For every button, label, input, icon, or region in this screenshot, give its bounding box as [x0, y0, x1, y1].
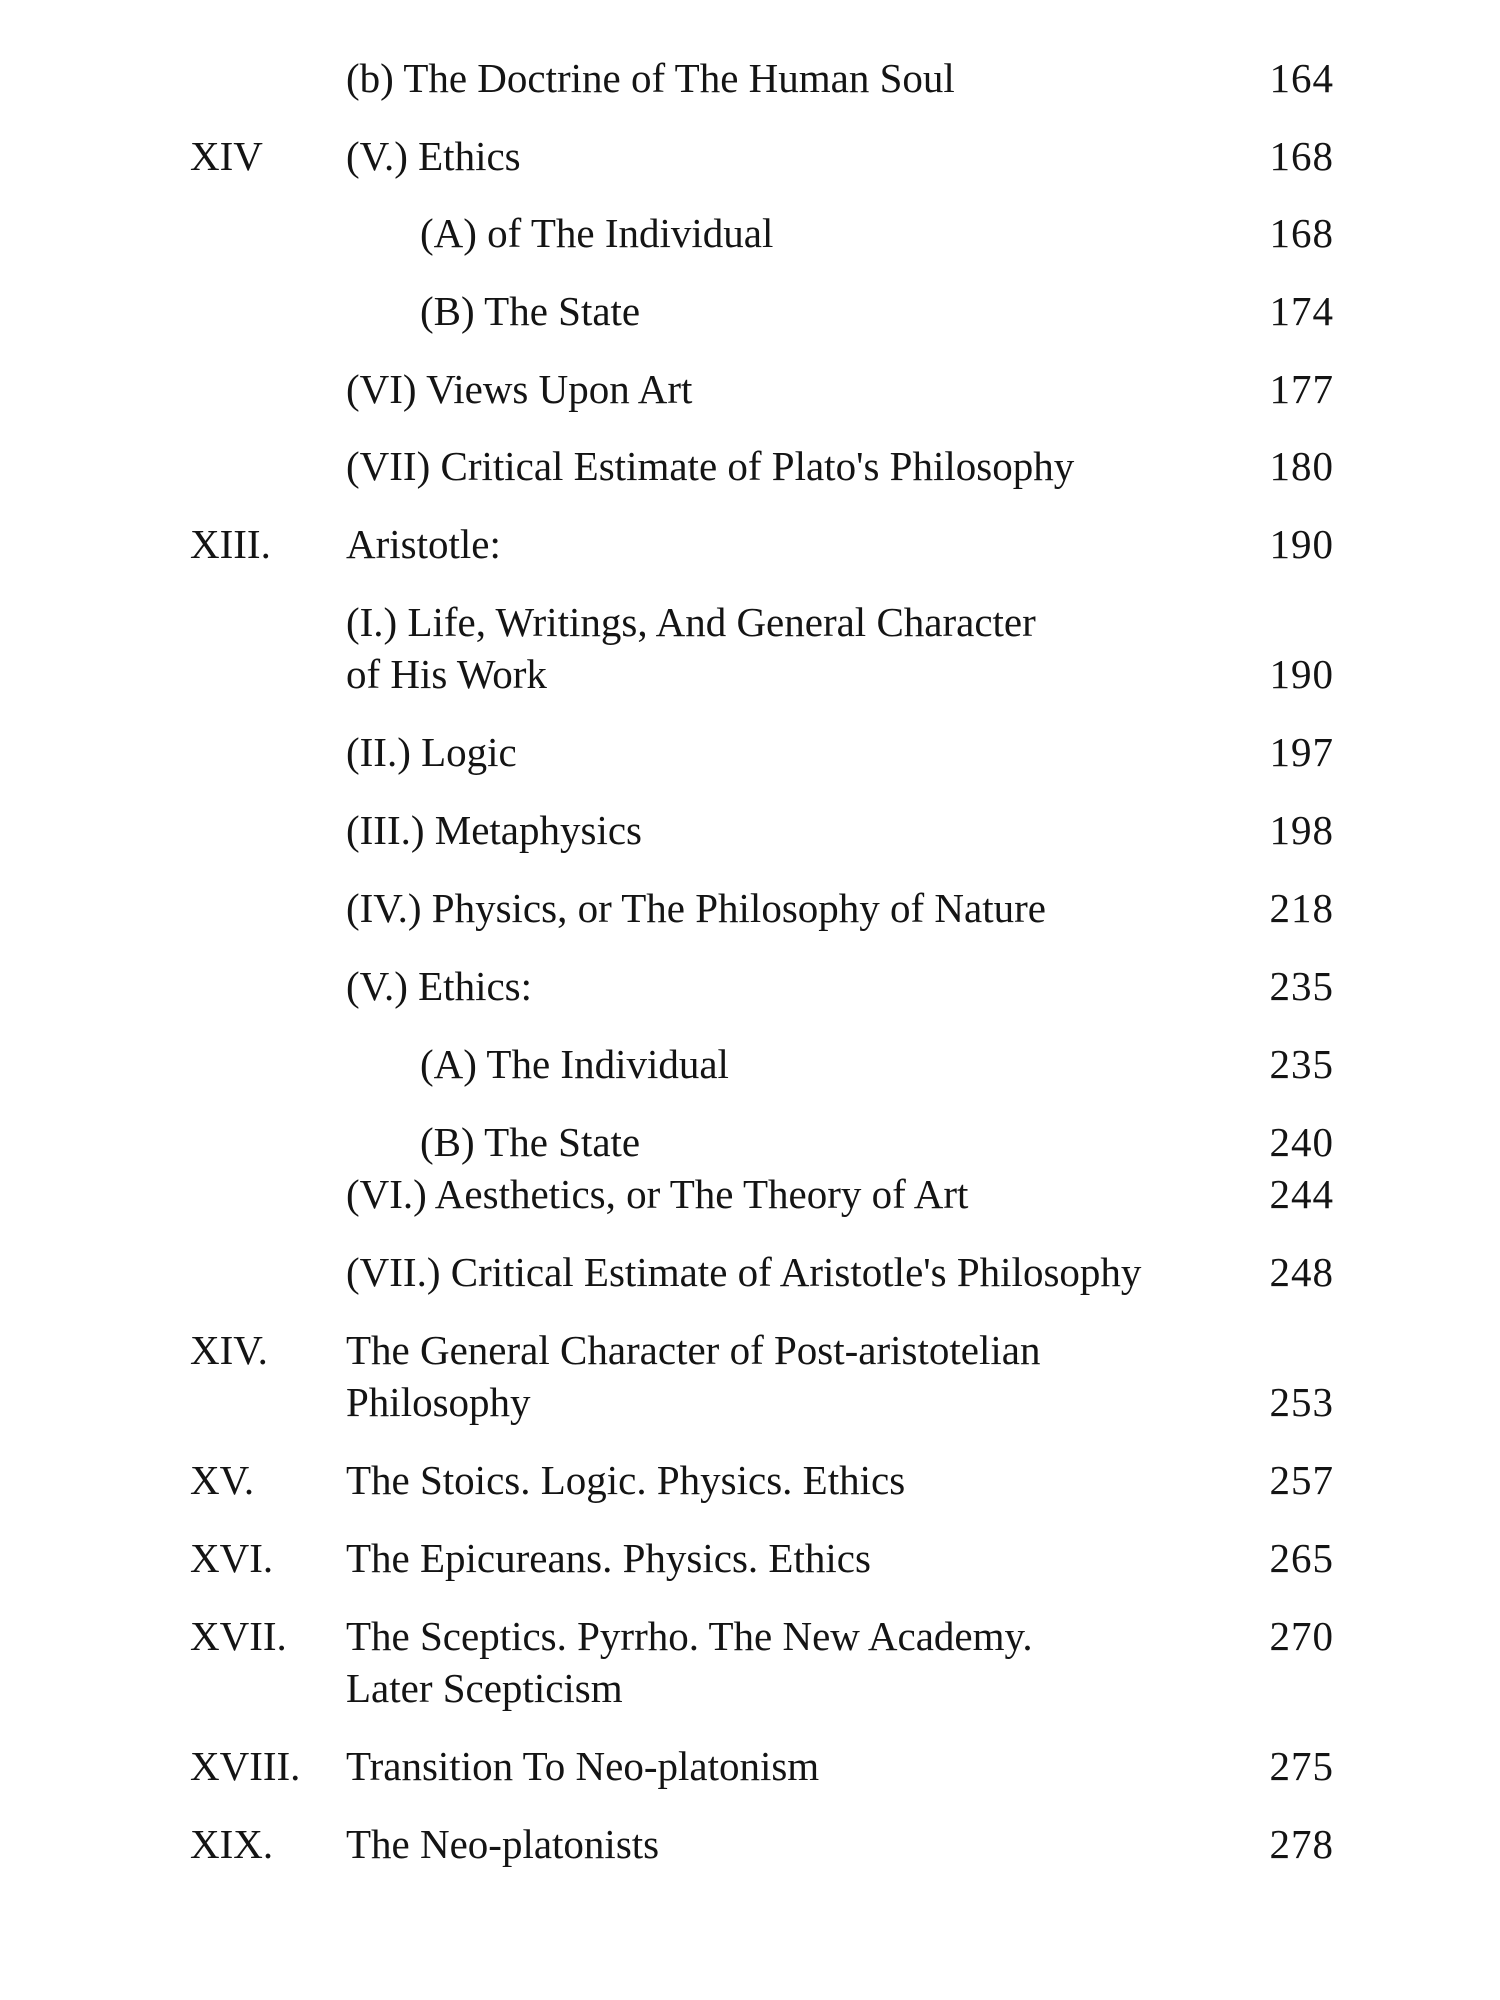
- entry-title: (A) The Individual: [420, 1041, 729, 1087]
- page-number: 198: [1269, 807, 1334, 853]
- entry-title-line1: (I.) Life, Writings, And General Character: [346, 599, 1036, 645]
- entry-title-line2: of His Work: [346, 651, 547, 697]
- entry-title: The Stoics. Logic. Physics. Ethics: [346, 1457, 906, 1503]
- entry-title: Aristotle:: [346, 521, 501, 567]
- chapter-number: XIV.: [190, 1327, 268, 1373]
- entry-title-line1: The General Character of Post-aristotelian: [346, 1327, 1041, 1373]
- page-number: 164: [1269, 55, 1334, 101]
- page-number: 235: [1269, 1041, 1334, 1087]
- page-number: 190: [1269, 651, 1334, 697]
- entry-title: [346, 596, 1246, 700]
- page-number: 275: [1269, 1743, 1334, 1789]
- chapter-number: XV.: [190, 1457, 255, 1503]
- entry-title: (B) The State: [420, 1119, 641, 1165]
- page-number: 240: [1269, 1119, 1334, 1165]
- entry-title: (VI.) Aesthetics, or The Theory of Art: [346, 1171, 969, 1217]
- entry-title: Transition To Neo-platonism: [346, 1743, 820, 1789]
- page-number: 218: [1269, 885, 1334, 931]
- page-number: 235: [1269, 963, 1334, 1009]
- entry-title: (b) The Doctrine of The Human Soul: [346, 55, 955, 101]
- entry-title: (V.) Ethics:: [346, 963, 533, 1009]
- page-number: 278: [1269, 1821, 1334, 1867]
- chapter-number: XIX.: [190, 1821, 274, 1867]
- entry-title-line1: The Sceptics. Pyrrho. The New Academy.: [346, 1613, 1033, 1659]
- entry-title: The Neo-platonists: [346, 1821, 660, 1867]
- entry-title-line2: Philosophy: [346, 1379, 531, 1425]
- chapter-number: XIII.: [190, 521, 271, 567]
- page-number: 265: [1269, 1535, 1334, 1581]
- chapter-number: XIV: [190, 133, 263, 179]
- page-number: 168: [1269, 210, 1334, 256]
- entry-title: (III.) Metaphysics: [346, 807, 643, 853]
- entry-title: (VII) Critical Estimate of Plato's Philosophy: [346, 443, 1075, 489]
- page-number: 174: [1269, 288, 1334, 334]
- entry-title: (A) of The Individual: [420, 210, 774, 256]
- entry-title: (V.) Ethics: [346, 133, 521, 179]
- page-number: 270: [1269, 1613, 1334, 1659]
- page-number: 168: [1269, 133, 1334, 179]
- page-number: 253: [1269, 1379, 1334, 1425]
- entry-title: [346, 1610, 1246, 1714]
- entry-title: The Epicureans. Physics. Ethics: [346, 1535, 871, 1581]
- entry-title: (II.) Logic: [346, 729, 517, 775]
- entry-title: [346, 1324, 1246, 1428]
- entry-title: (B) The State: [420, 288, 641, 334]
- page-number: 244: [1269, 1171, 1334, 1217]
- chapter-number: XVI.: [190, 1535, 274, 1581]
- page-number: 177: [1269, 366, 1334, 412]
- page-number: 257: [1269, 1457, 1334, 1503]
- entry-title-line2: Later Scepticism: [346, 1665, 623, 1711]
- chapter-number: XVII.: [190, 1613, 287, 1659]
- entry-title: (VII.) Critical Estimate of Aristotle's Philosophy: [346, 1249, 1142, 1295]
- page-number: 190: [1269, 521, 1334, 567]
- page-number: 180: [1269, 443, 1334, 489]
- entry-title: (IV.) Physics, or The Philosophy of Nature: [346, 885, 1046, 931]
- page-number: 248: [1269, 1249, 1334, 1295]
- page-number: 197: [1269, 729, 1334, 775]
- entry-title: (VI) Views Upon Art: [346, 366, 693, 412]
- chapter-number: XVIII.: [190, 1743, 301, 1789]
